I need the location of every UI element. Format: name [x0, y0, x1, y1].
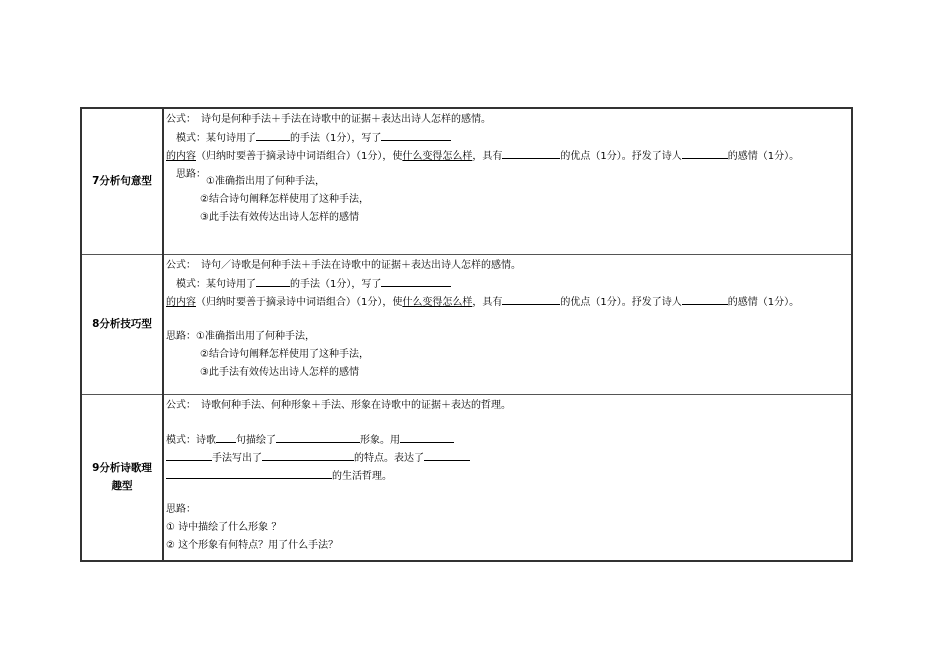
pattern-text: （归纳时要善于摘录诗中词语组合）（1分），使: [196, 151, 403, 162]
pattern-text: 的特点。表达了: [354, 452, 424, 464]
thinking-label: 思路：: [166, 503, 196, 515]
formula-line: 公式： 诗句／诗歌是何种手法＋手法在诗歌中的证据＋表达出诗人怎样的感情。: [166, 259, 521, 271]
pattern-text: （归纳时要善于摘录诗中词语组合）（1分），使: [196, 296, 403, 308]
fill-blank: [424, 449, 470, 461]
pattern-text: 的内容: [166, 151, 196, 162]
step-item: ①准确指出用了何种手法，: [206, 176, 325, 187]
fill-blank: [381, 129, 451, 141]
fill-blank: [502, 293, 560, 305]
fill-blank: [502, 147, 560, 159]
fill-blank: [276, 431, 360, 443]
fill-blank: [256, 129, 290, 141]
formula-line: 公式： 诗歌何种手法、何种形象＋手法、形象在诗歌中的证据＋表达的哲理。: [166, 399, 511, 411]
pattern-line: [166, 129, 849, 147]
pattern-line: [166, 275, 849, 293]
pattern-text: 的生活哲理。: [332, 470, 392, 482]
pattern-text: ，具有: [472, 151, 503, 162]
pattern-line: [166, 467, 849, 485]
row-label-line: 趣型: [111, 480, 133, 493]
pattern-text: 的手法（1分），写了: [290, 133, 382, 144]
thinking-label: 思路：: [166, 330, 196, 342]
pattern-text: 模式：某句诗用了: [176, 278, 256, 290]
fill-blank: [682, 293, 728, 305]
pattern-text: 的内容: [166, 296, 196, 308]
fill-blank: [166, 467, 332, 479]
spacer: [166, 485, 849, 501]
pattern-text: 模式：诗歌: [166, 434, 216, 446]
fill-blank: [256, 275, 290, 287]
method-table: [80, 107, 853, 562]
pattern-continuation: [166, 293, 849, 312]
pattern-text: 的手法（1分），写了: [290, 278, 382, 290]
pattern-line: [166, 431, 849, 449]
fill-blank: [381, 275, 451, 287]
row-content: [163, 108, 852, 254]
row-content: [163, 394, 852, 561]
pattern-text: 模式：某句诗用了: [176, 133, 256, 144]
thinking-line: [166, 328, 849, 346]
pattern-line: [166, 449, 849, 467]
pattern-text: ，具有: [472, 296, 503, 308]
step-item: ①准确指出用了何种手法，: [196, 330, 315, 342]
pattern-text: 什么变得怎么样: [402, 151, 473, 162]
thinking-label: 思路：: [176, 169, 206, 180]
table-row: [81, 254, 852, 394]
row-label: [81, 394, 163, 561]
step-item: ③此手法有效传达出诗人怎样的感情: [200, 366, 359, 378]
row-label-line: 9分析诗歌理: [92, 462, 152, 475]
pattern-text: 的优点（1分）。抒发了诗人: [560, 151, 682, 162]
table-row: [81, 394, 852, 561]
pattern-text: 句描绘了: [236, 434, 276, 446]
step-item: ②结合诗句阐释怎样使用了这种手法，: [200, 194, 369, 205]
step-item: ②结合诗句阐释怎样使用了这种手法，: [200, 348, 369, 360]
pattern-text: 什么变得怎么样: [402, 296, 473, 308]
row-label: 7分析句意型: [81, 108, 163, 254]
pattern-continuation: [166, 147, 849, 166]
pattern-text: 的感情（1分）。: [727, 151, 800, 162]
pattern-text: 的优点（1分）。抒发了诗人: [560, 296, 682, 308]
step-item: ③此手法有效传达出诗人怎样的感情: [200, 212, 359, 223]
pattern-text: 的感情（1分）。: [727, 296, 800, 308]
spacer: [166, 415, 849, 431]
pattern-text: 手法写出了: [212, 452, 262, 464]
fill-blank: [262, 449, 354, 461]
spacer: [166, 312, 849, 328]
formula-line: 公式： 诗句是何种手法＋手法在诗歌中的证据＋表达出诗人怎样的感情。: [166, 114, 491, 125]
question-item: ② 这个形象有何特点？用了什么手法？: [166, 539, 339, 551]
question-item: ① 诗中描绘了什么形象 ？: [166, 521, 282, 533]
pattern-text: 形象。用: [360, 434, 400, 446]
fill-blank: [682, 147, 728, 159]
table-row: [81, 108, 852, 254]
fill-blank: [216, 431, 236, 443]
row-label: 8分析技巧型: [81, 254, 163, 394]
fill-blank: [166, 449, 212, 461]
fill-blank: [400, 431, 454, 443]
row-content: [163, 254, 852, 394]
